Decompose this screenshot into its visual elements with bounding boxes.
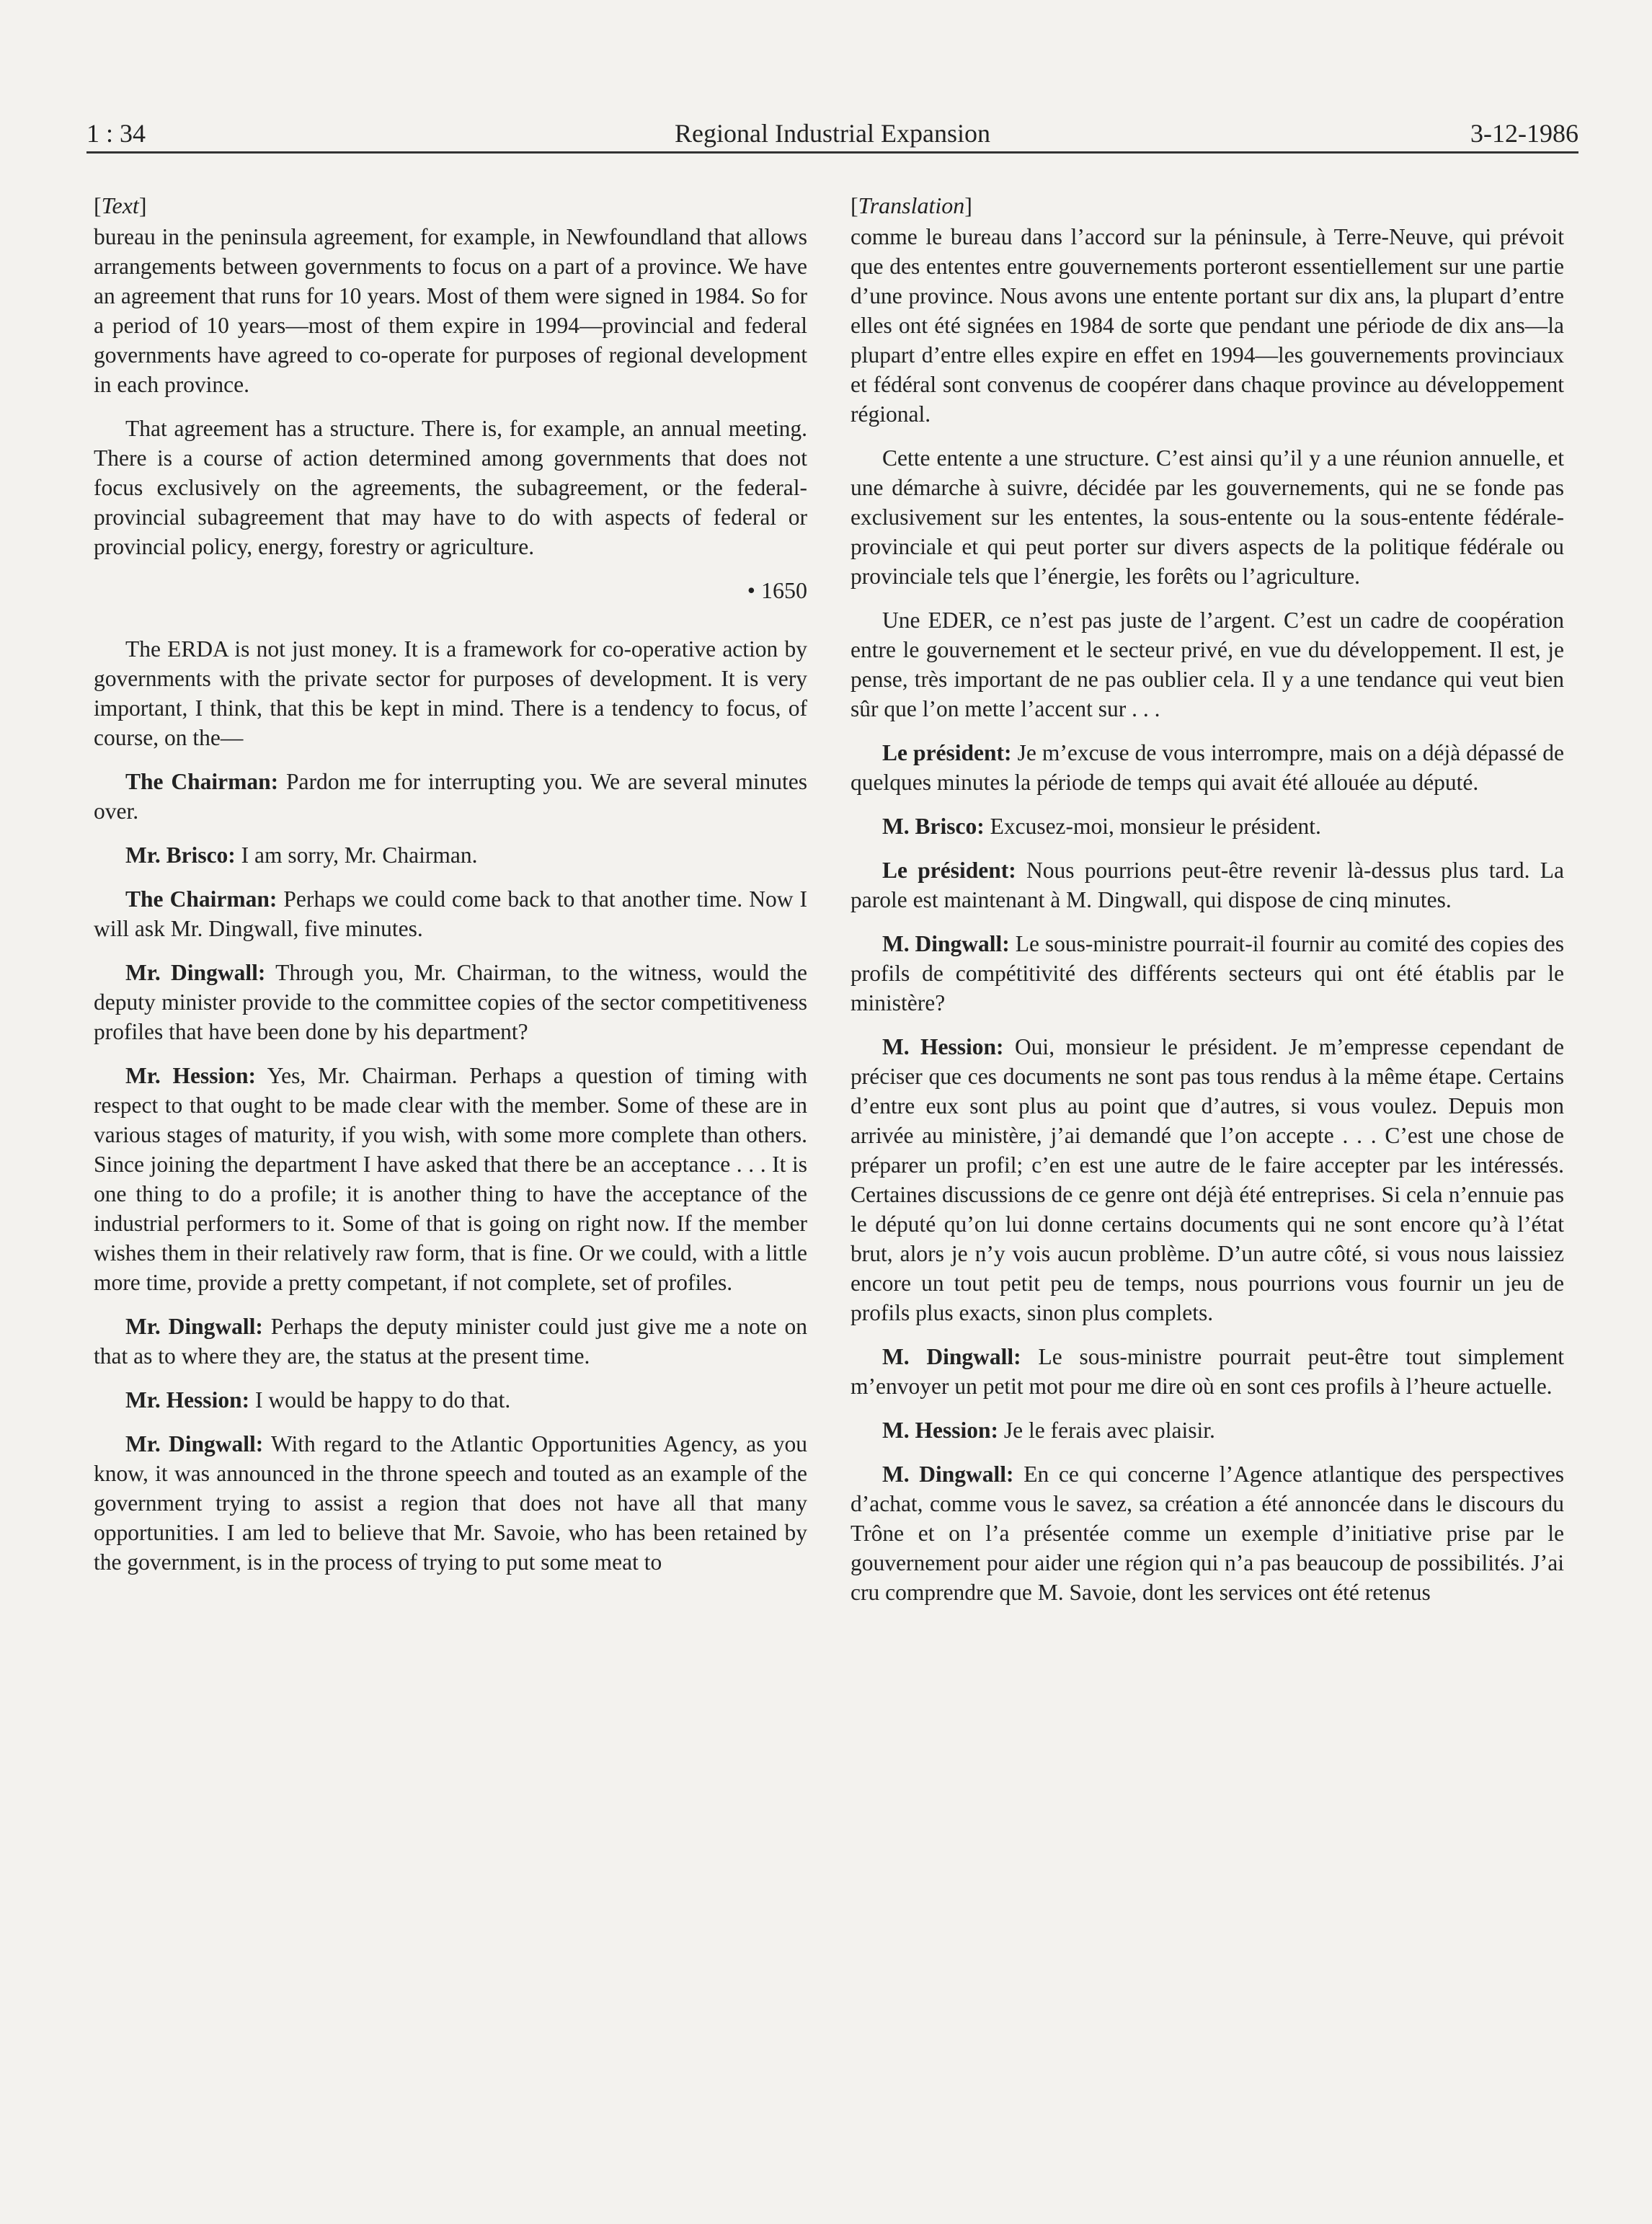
column-tag-text: [Text] (94, 192, 147, 218)
paragraph-text: Through you, Mr. Chairman, to the witness, would the deputy minister provide to the committee copies of the sector competitiveness profiles that have been done by his department? (94, 960, 807, 1044)
paragraph (94, 414, 807, 561)
speaker-name: Le président: (882, 858, 1016, 883)
speaker-name: The Chairman: (125, 769, 279, 794)
paragraph-text: Perhaps the deputy minister could just give me a note on that as to where they are, the status at the present time. (94, 1314, 808, 1369)
speaker-name: Mr. Dingwall: (125, 960, 266, 985)
paragraph-text: Je le ferais avec plaisir. (1003, 1418, 1215, 1443)
paragraph-text: En ce qui concerne l’Agence atlantique des perspectives d’achat, comme vous le savez, sa création a été annoncée dans le discours du Trône et on l’a présentée comme un exemple d’initiative prise par le gouvernement pour aider une région qui n’a pas beaucoup de possibilités. J’ai cru comprendre que M. Savoie, dont les services ont été retenus (851, 1462, 1564, 1605)
paragraph (851, 738, 1564, 797)
speaker-name: M. Dingwall: (882, 931, 1010, 956)
paragraph (94, 767, 807, 826)
paragraph (94, 840, 807, 870)
paragraph (851, 811, 1564, 841)
paragraph (851, 1415, 1564, 1445)
paragraph (94, 222, 807, 399)
paragraph-text: comme le bureau dans l’accord sur la péninsule, à Terre-Neuve, qui prévoit que des ententes entre gouvernements porteront essentiellement sur une partie d’une province. Nous avons une entente portant sur dix ans, la plupart d’entre elles ont été signées en 1984 de sorte que pendant une période de dix ans—la plupart d’entre elles expire en effet en 1994—les gouvernements provinciaux et fédéral sont convenus de coopérer dans chaque province au développement régional. (851, 224, 1564, 427)
page-title: Regional Industrial Expansion (675, 119, 990, 148)
speaker-name: M. Dingwall: (882, 1344, 1021, 1369)
speaker-name: Mr. Dingwall: (125, 1314, 263, 1339)
paragraph (851, 1459, 1564, 1607)
paragraph (851, 443, 1564, 591)
header-rule (86, 151, 1578, 154)
speaker-name: The Chairman: (125, 886, 277, 912)
speaker-name: M. Dingwall: (882, 1462, 1014, 1487)
speaker-name: Le président: (882, 740, 1012, 765)
paragraph-text: With regard to the Atlantic Opportunities Agency, as you know, it was announced in the throne speech and touted as an example of the government trying to assist a region that does not have all that many opportunities. I am led to believe that Mr. Savoie, who has been retained by the government, is in the process of trying to put some meat to (94, 1431, 807, 1575)
paragraph-text: Je m’excuse de vous interrompre, mais on a déjà dépassé de quelques minutes la période de temps qui avait été allouée au député. (851, 740, 1565, 795)
paragraph-text: Yes, Mr. Chairman. Perhaps a question of timing with respect to that ought to be made clear with the member. Some of these are in various stages of maturity, if you wish, with some more complete than others. Since joining the department I have asked that there be an acceptance . . . It is one thing to do a profile; it is another thing to have the acceptance of the industrial performers to it. Some of that is going on right now. If the member wishes them in their relatively raw form, that is fine. Or we could, with a little more time, provide a pretty competant, if not complete, set of profiles. (94, 1063, 807, 1295)
paragraph (94, 1385, 807, 1415)
paragraph-text: Excusez-moi, monsieur le président. (990, 814, 1321, 839)
paragraph-text: The ERDA is not just money. It is a framework for co-operative action by governments with the private sector for purposes of development. It is very important, I think, that this be kept in mind. There is a tendency to focus, of course, on the— (94, 636, 807, 750)
paragraph-text: That agreement has a structure. There is, for example, an annual meeting. There is a course of action determined among governments that does not focus exclusively on the agreements, the subagreement, or the federal-provincial subagreement that may have to do with aspects of federal or provincial policy, energy, forestry or agriculture. (94, 416, 807, 559)
speaker-name: Mr. Brisco: (125, 842, 236, 868)
page-header (86, 108, 1578, 151)
column-tag-translation: [Translation] (851, 192, 972, 218)
paragraph (94, 634, 807, 752)
paragraph (851, 1032, 1564, 1327)
paragraph-text: I would be happy to do that. (254, 1387, 511, 1413)
paragraph-text: Pardon me for interrupting you. We are several minutes over. (94, 769, 807, 824)
page-date: 3-12-1986 (1470, 119, 1578, 148)
speaker-name: M. Hession: (882, 1034, 1004, 1059)
time-marker: • 1650 (747, 577, 807, 603)
paragraph (851, 855, 1564, 915)
speaker-name: M. Brisco: (882, 814, 985, 839)
paragraph (94, 1429, 807, 1577)
speaker-name: Mr. Dingwall: (125, 1431, 264, 1456)
speaker-name: Mr. Hession: (125, 1063, 256, 1088)
english-column (94, 191, 807, 1591)
paragraph (94, 884, 807, 943)
paragraph (94, 958, 807, 1046)
page-number: 1 : 34 (86, 119, 146, 148)
paragraph (851, 605, 1564, 724)
paragraph (851, 222, 1564, 429)
paragraph (94, 1061, 807, 1297)
paragraph-text: Perhaps we could come back to that another time. Now I will ask Mr. Dingwall, five minutes. (94, 886, 808, 941)
paragraph (851, 1342, 1564, 1401)
paragraph-text: Une EDER, ce n’est pas juste de l’argent. C’est un cadre de coopération entre le gouvernement et le secteur privé, en vue du développement. Il est, je pense, très important de ne pas oublier cela. Il y a une tendance qui veut bien sûr que l’on mette l’accent sur . . . (851, 608, 1564, 721)
paragraph-text: bureau in the peninsula agreement, for example, in Newfoundland that allows arrangements between governments to focus on a part of a province. We have an agreement that runs for 10 years. Most of them were signed in 1984. So for a period of 10 years—most of them expire in 1994—provincial and federal governments have agreed to co-operate for purposes of regional development in each province. (94, 224, 807, 397)
paragraph-text: Nous pourrions peut-être revenir là-dessus plus tard. La parole est maintenant à M. Dingwall, qui dispose de cinq minutes. (851, 858, 1564, 912)
french-column (851, 191, 1564, 1622)
paragraph-text: Le sous-ministre pourrait peut-être tout simplement m’envoyer un petit mot pour me dire où en sont ces profils à l’heure actuelle. (851, 1344, 1565, 1399)
paragraph-text: I am sorry, Mr. Chairman. (241, 842, 478, 868)
paragraph (851, 929, 1564, 1018)
paragraph-text: Oui, monsieur le président. Je m’empresse cependant de préciser que ces documents ne sont pas tous rendus à la même étape. Certains d’entre eux sont plus au point que d’autres, si vous voulez. Depuis mon arrivée au ministère, j’ai demandé que l’on accepte . . . C’est une chose de préparer un profil; c’en est une autre de le faire accepter par les intéressés. Certaines discussions de ce genre ont déjà été entreprises. Si cela n’ennuie pas le député qu’on lui donne certains documents qui ne sont encore qu’à l’état brut, alors je n’y vois aucun problème. D’un autre côté, si vous nous laissiez encore un tout petit peu de temps, nous pourrions vous fournir un jeu de profils plus exacts, sinon plus complets. (851, 1034, 1565, 1325)
paragraph-text: Cette entente a une structure. C’est ainsi qu’il y a une réunion annuelle, et une démarche à suivre, décidée par les gouvernements, qui ne se fonde pas exclusivement sur les ententes, la sous-entente ou la sous-entente fédérale-provinciale et qui peut porter sur divers aspects de la politique fédérale ou provinciale tels que l’énergie, les forêts ou l’agriculture. (851, 445, 1564, 589)
paragraph (94, 1312, 807, 1371)
speaker-name: Mr. Hession: (125, 1387, 250, 1413)
speaker-name: M. Hession: (882, 1418, 998, 1443)
paragraph-text: Le sous-ministre pourrait-il fournir au comité des copies des profils de compétitivité des différents secteurs qui ont été établis par le ministère? (851, 931, 1565, 1015)
